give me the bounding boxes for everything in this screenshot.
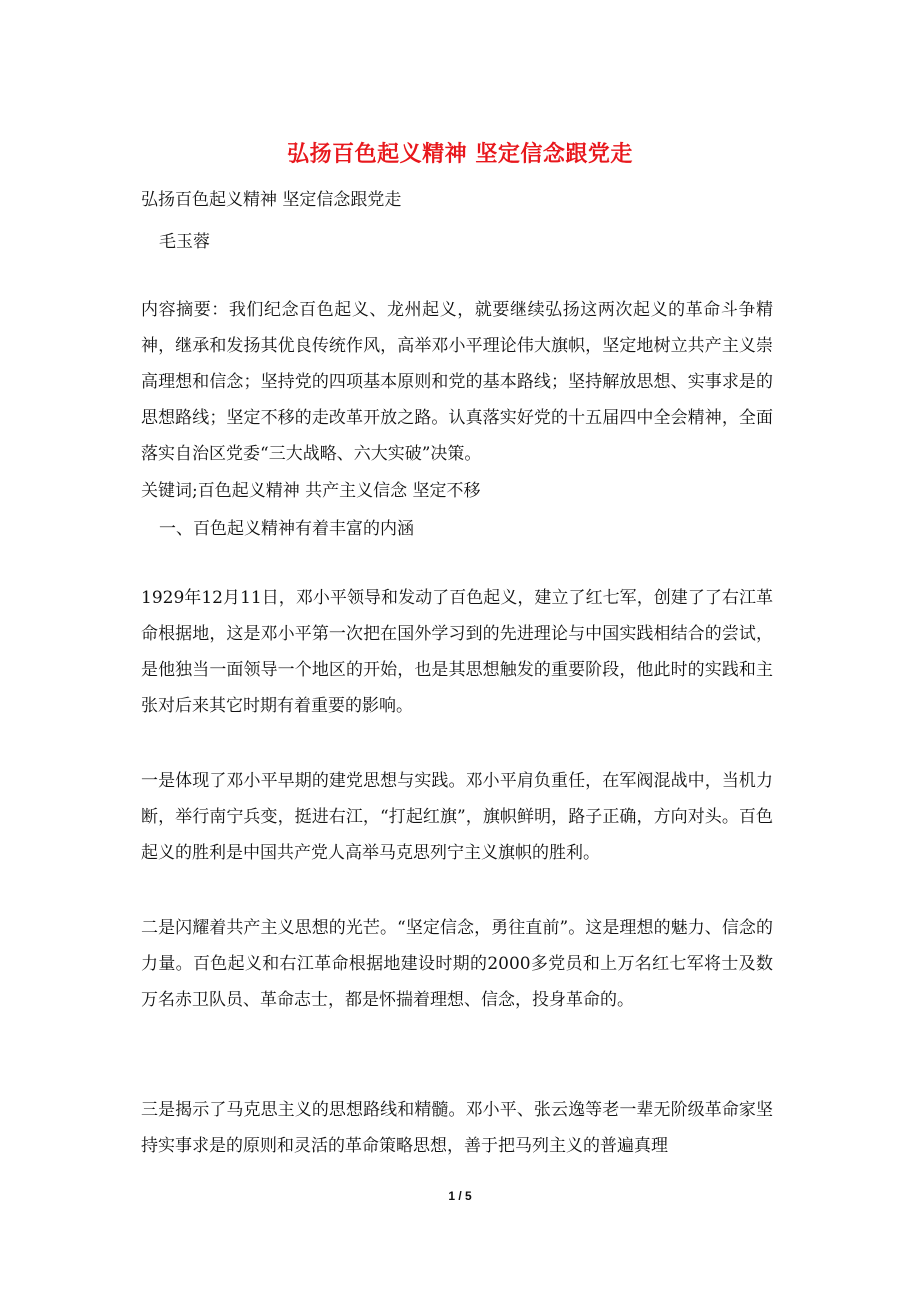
document-title: 弘扬百色起义精神 坚定信念跟党走 (287, 142, 633, 167)
body-paragraph: 三是揭示了马克思主义的思想路线和精髓。邓小平、张云逸等老一辈无阶级革命家坚持实事求是的原则和灵活的革命策略思想，善于把马列主义的普遍真理 (141, 1100, 773, 1156)
page-number: 1 / 5 (448, 1189, 472, 1203)
abstract-paragraph: 内容摘要：我们纪念百色起义、龙州起义，就要继续弘扬这两次起义的革命斗争精神，继承和发扬其优良传统作风，高举邓小平理论伟大旗帜，坚定地树立共产主义崇高理想和信念；坚持党的四项基本原则和党的基本路线；坚持解放思想、实事求是的思想路线；坚定不移的走改革开放之路。认真落实好党的十五届四中全会精神，全面落实自治区党委“三大战略、六大实破”决策。 (141, 300, 773, 464)
document-subtitle: 弘扬百色起义精神 坚定信念跟党走 (141, 190, 402, 210)
body-paragraph: 二是闪耀着共产主义思想的光芒。“坚定信念，勇往直前”。这是理想的魅力、信念的力量。百色起义和右江革命根据地建设时期的2000多党员和上万名红七军将士及数万名赤卫队员、革命志士，都是怀揣着理想、信念，投身革命的。 (141, 918, 773, 1010)
keywords-line: 关键词;百色起义精神 共产主义信念 坚定不移 (141, 481, 481, 501)
body-paragraph: 一是体现了邓小平早期的建党思想与实践。邓小平肩负重任，在军阀混战中，当机力断，举行南宁兵变，挺进右江，“打起红旗”，旗帜鲜明，路子正确，方向对头。百色起义的胜利是中国共产党人高举马克思列宁主义旗帜的胜利。 (141, 771, 773, 863)
body-paragraph: 1929年12月11日，邓小平领导和发动了百色起义，建立了红七军，创建了了右江革命根据地，这是邓小平第一次把在国外学习到的先进理论与中国实践相结合的尝试，是他独当一面领导一个地区的开始，也是其思想触发的重要阶段，他此时的实践和主张对后来其它时期有着重要的影响。 (141, 588, 773, 716)
author-name: 毛玉蓉 (159, 232, 210, 252)
section-heading: 一、百色起义精神有着丰富的内涵 (159, 519, 414, 539)
